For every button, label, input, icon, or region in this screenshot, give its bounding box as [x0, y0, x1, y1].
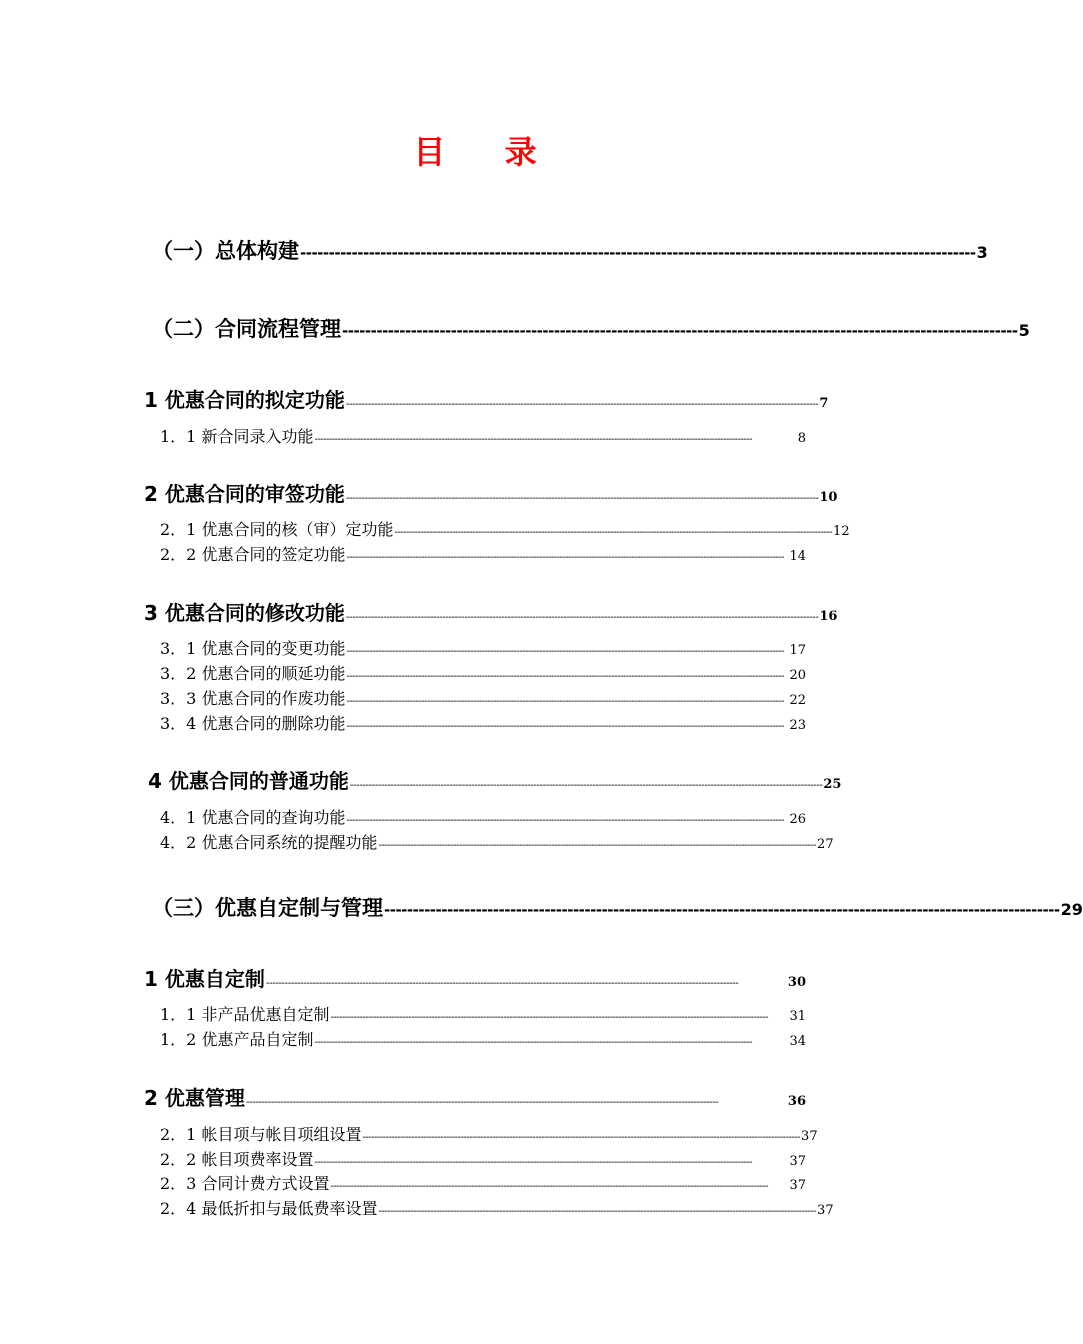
toc-entry-label: 3．4 优惠合同的删除功能 — [160, 714, 346, 733]
toc-entry-label: （三）优惠自定制与管理 — [152, 896, 383, 920]
dot-leader: ---------------------------------------------------------------------------------------------------------------------- — [300, 244, 976, 262]
dot-leader: -------------------------------------------------------------------------------------------------------------------------------------------------------- — [349, 780, 823, 791]
toc-entry-label: 2．4 最低折扣与最低费率设置 — [160, 1199, 378, 1218]
toc-entry-section[interactable] — [144, 597, 838, 626]
toc-entry-subsection[interactable] — [160, 805, 806, 828]
dot-leader: -------------------------------------------------------------------------------------------------------------------------------------------------------- — [378, 1206, 817, 1217]
dot-leader: -------------------------------------------------------------------------------------------------------------------------------------------------------- — [362, 1132, 801, 1143]
toc-entry-subsection[interactable] — [160, 830, 834, 853]
toc-entry-subsection[interactable] — [160, 636, 806, 659]
toc-entry-label: 3．2 优惠合同的顺延功能 — [160, 664, 346, 683]
dot-leader: -------------------------------------------------------------------------------------------------------------------------------------------------------- — [265, 978, 739, 989]
toc-entry-page: 25 — [823, 777, 842, 792]
toc-entry-page: 14 — [789, 549, 806, 564]
toc-entry-part-2[interactable] — [152, 313, 1030, 343]
toc-entry-page: 20 — [789, 668, 806, 683]
toc-entry-section[interactable] — [144, 1082, 806, 1111]
dot-leader: -------------------------------------------------------------------------------------------------------------------------------------------------------- — [314, 1037, 753, 1048]
toc-entry-label: 1．1 非产品优惠自定制 — [160, 1005, 330, 1024]
toc-entry-subsection[interactable] — [160, 711, 806, 734]
toc-entry-page: 23 — [789, 718, 806, 733]
toc-entry-page: 8 — [797, 431, 806, 446]
dot-leader: -------------------------------------------------------------------------------------------------------------------------------------------------------- — [245, 1097, 719, 1108]
toc-entry-label: 2．3 合同计费方式设置 — [160, 1174, 330, 1193]
toc-entry-label: 1 优惠自定制 — [144, 967, 265, 991]
toc-entry-subsection[interactable] — [160, 517, 850, 540]
toc-entry-page: 37 — [801, 1129, 818, 1144]
toc-entry-label: 3．1 优惠合同的变更功能 — [160, 639, 346, 658]
dot-leader: ---------------------------------------------------------------------------------------------------------------------- — [342, 322, 1018, 340]
dot-leader: -------------------------------------------------------------------------------------------------------------------------------------------------------- — [346, 646, 785, 657]
toc-entry-subsection[interactable] — [160, 1196, 834, 1219]
toc-entry-page: 5 — [1018, 321, 1030, 340]
toc-entry-label: 2．2 帐目项费率设置 — [160, 1150, 314, 1169]
toc-entry-subsection[interactable] — [160, 661, 806, 684]
toc-entry-label: 2．2 优惠合同的签定功能 — [160, 545, 346, 564]
dot-leader: -------------------------------------------------------------------------------------------------------------------------------------------------------- — [345, 493, 819, 504]
toc-entry-page: 10 — [819, 490, 838, 505]
toc-entry-page: 27 — [817, 837, 834, 852]
dot-leader: -------------------------------------------------------------------------------------------------------------------------------------------------------- — [345, 399, 819, 410]
toc-entry-page: 37 — [789, 1154, 806, 1169]
dot-leader: -------------------------------------------------------------------------------------------------------------------------------------------------------- — [330, 1181, 769, 1192]
toc-entry-page: 31 — [789, 1009, 806, 1024]
toc-entry-label: 4．2 优惠合同系统的提醒功能 — [160, 833, 378, 852]
toc-entry-part-3[interactable] — [152, 892, 1083, 922]
toc-entry-label: 4．1 优惠合同的查询功能 — [160, 808, 346, 827]
page-title: 目 录 — [413, 133, 561, 171]
toc-entry-page: 22 — [789, 693, 806, 708]
toc-entry-label: 2 优惠管理 — [144, 1086, 245, 1110]
toc-entry-subsection[interactable] — [160, 1122, 818, 1145]
toc-entry-label: 2．1 帐目项与帐目项组设置 — [160, 1125, 362, 1144]
toc-entry-part-1[interactable] — [152, 235, 988, 265]
toc-entry-label: （二）合同流程管理 — [152, 317, 341, 341]
dot-leader: -------------------------------------------------------------------------------------------------------------------------------------------------------- — [314, 434, 753, 445]
dot-leader: -------------------------------------------------------------------------------------------------------------------------------------------------------- — [345, 612, 819, 623]
toc-entry-subsection[interactable] — [160, 686, 806, 709]
toc-entry-subsection[interactable] — [160, 1147, 806, 1170]
toc-entry-page: 26 — [789, 812, 806, 827]
dot-leader: -------------------------------------------------------------------------------------------------------------------------------------------------------- — [346, 671, 785, 682]
dot-leader: -------------------------------------------------------------------------------------------------------------------------------------------------------- — [346, 721, 785, 732]
toc-entry-subsection[interactable] — [160, 542, 806, 565]
toc-entry-label: 1．2 优惠产品自定制 — [160, 1030, 314, 1049]
toc-entry-page: 12 — [833, 524, 850, 539]
toc-entry-subsection[interactable] — [160, 1171, 806, 1194]
toc-entry-label: 1．1 新合同录入功能 — [160, 427, 314, 446]
dot-leader: -------------------------------------------------------------------------------------------------------------------------------------------------------- — [314, 1157, 753, 1168]
toc-entry-page: 34 — [789, 1034, 806, 1049]
toc-entry-page: 17 — [789, 643, 806, 658]
dot-leader: -------------------------------------------------------------------------------------------------------------------------------------------------------- — [346, 696, 785, 707]
toc-entry-label: 2 优惠合同的审签功能 — [144, 482, 345, 506]
dot-leader: -------------------------------------------------------------------------------------------------------------------------------------------------------- — [330, 1012, 769, 1023]
toc-entry-label: 4 优惠合同的普通功能 — [148, 769, 349, 793]
toc-entry-page: 37 — [789, 1178, 806, 1193]
dot-leader: -------------------------------------------------------------------------------------------------------------------------------------------------------- — [346, 815, 785, 826]
toc-entry-label: 3．3 优惠合同的作废功能 — [160, 689, 346, 708]
dot-leader: -------------------------------------------------------------------------------------------------------------------------------------------------------- — [378, 840, 817, 851]
toc-entry-subsection[interactable] — [160, 424, 806, 447]
toc-entry-page: 36 — [787, 1094, 806, 1109]
toc-entry-label: 3 优惠合同的修改功能 — [144, 601, 345, 625]
dot-leader: -------------------------------------------------------------------------------------------------------------------------------------------------------- — [394, 527, 833, 538]
toc-entry-section[interactable] — [144, 384, 829, 413]
toc-entry-page: 30 — [787, 975, 806, 990]
toc-entry-page: 29 — [1060, 900, 1083, 919]
toc-entry-label: 1 优惠合同的拟定功能 — [144, 388, 345, 412]
toc-entry-page: 16 — [819, 609, 838, 624]
toc-entry-section[interactable] — [144, 963, 806, 992]
toc-entry-label: （一）总体构建 — [152, 239, 299, 263]
toc-entry-page: 3 — [976, 243, 988, 262]
toc-entry-page: 37 — [817, 1203, 834, 1218]
toc-entry-section[interactable] — [144, 478, 838, 507]
toc-entry-label: 2．1 优惠合同的核（审）定功能 — [160, 520, 394, 539]
toc-entry-subsection[interactable] — [160, 1027, 806, 1050]
toc-entry-section[interactable] — [148, 765, 842, 794]
dot-leader: -------------------------------------------------------------------------------------------------------------------------------------------------------- — [346, 552, 785, 563]
toc-entry-subsection[interactable] — [160, 1002, 806, 1025]
dot-leader: ---------------------------------------------------------------------------------------------------------------------- — [384, 901, 1060, 919]
toc-entry-page: 7 — [819, 396, 829, 411]
